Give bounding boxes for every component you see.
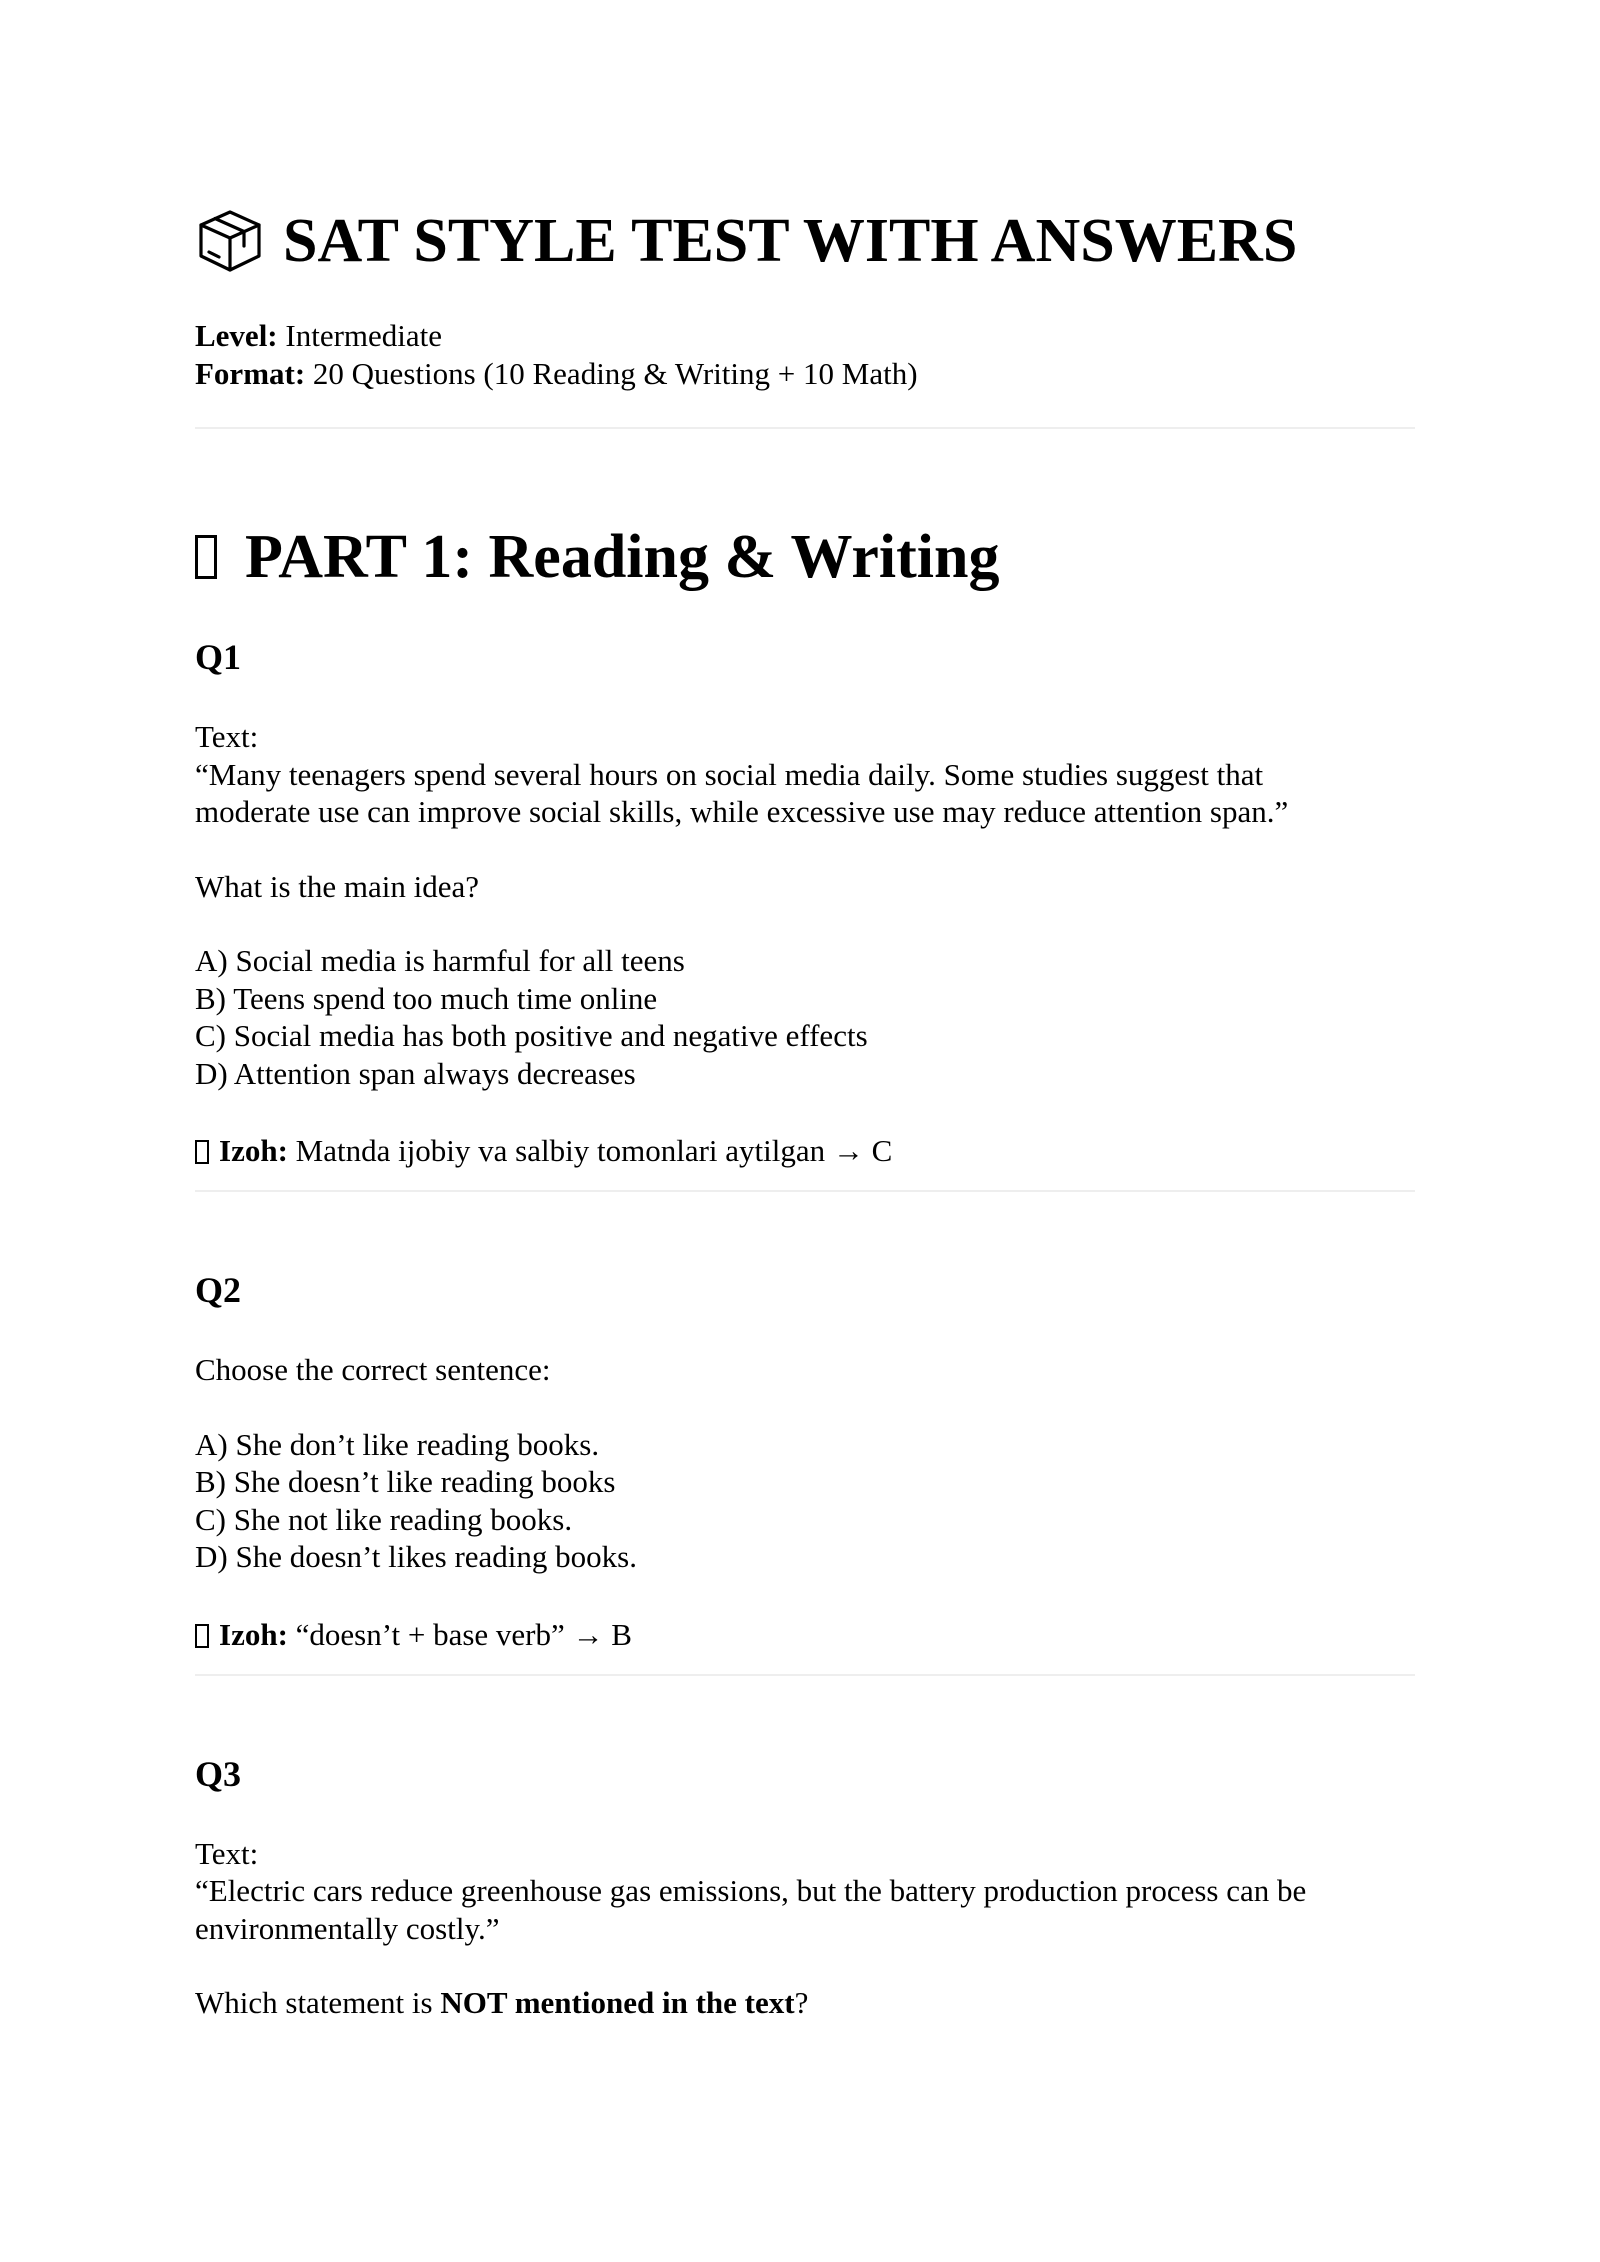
answer-label: Izoh: xyxy=(219,1616,288,1652)
option-b: B) Teens spend too much time online xyxy=(195,980,658,1016)
question-prompt: Choose the correct sentence: xyxy=(195,1352,551,1387)
format-label: Format: xyxy=(195,356,306,391)
option-d: D) She doesn’t likes reading books. xyxy=(195,1539,637,1574)
missing-glyph-icon xyxy=(195,1624,209,1648)
question-prompt: What is the main idea? xyxy=(195,868,480,904)
document-meta xyxy=(195,317,1415,393)
level-line xyxy=(195,317,1415,355)
passage-line: moderate use can improve social skills, while excessive use may reduce attention span.” xyxy=(195,794,1289,829)
answer-explanation xyxy=(195,1616,1415,1654)
level-value: Intermediate xyxy=(285,318,443,353)
document-title xyxy=(195,195,1415,287)
question-number: Q1 xyxy=(195,637,242,677)
passage xyxy=(195,718,1415,831)
passage-label: Text: xyxy=(195,1835,259,1871)
passage-line: “Electric cars reduce greenhouse gas emissions, but the battery production process can be xyxy=(195,1873,1307,1908)
document-title-text: SAT STYLE TEST WITH ANSWERS xyxy=(283,207,1298,275)
option-c: C) Social media has both positive and negative effects xyxy=(195,1018,868,1053)
prompt-emphasis: NOT mentioned in the text xyxy=(440,1985,795,2020)
prompt-end: ? xyxy=(794,1985,809,2020)
question-q1 xyxy=(195,635,1415,1170)
answer-text: Matnda ijobiy va salbiy tomonlari aytilgan → C xyxy=(295,1133,893,1168)
missing-glyph-icon xyxy=(195,535,217,579)
answer-explanation xyxy=(195,1132,1415,1170)
format-line xyxy=(195,355,1415,393)
answer-options xyxy=(195,942,1415,1092)
answer-options xyxy=(195,1426,1415,1576)
passage xyxy=(195,1835,1415,1948)
package-icon xyxy=(195,206,265,276)
divider xyxy=(195,1674,1415,1676)
answer-label: Izoh: xyxy=(219,1133,288,1168)
format-value: 20 Questions (10 Reading & Writing + 10 Math) xyxy=(312,356,918,391)
question-number: Q2 xyxy=(195,1270,242,1310)
question-prompt xyxy=(195,1984,1415,2022)
part-1-title-text: PART 1: Reading & Writing xyxy=(245,523,1000,591)
option-c: C) She not like reading books. xyxy=(195,1501,573,1537)
divider xyxy=(195,1190,1415,1192)
option-b: B) She doesn’t like reading books xyxy=(195,1464,616,1499)
question-number: Q3 xyxy=(195,1753,242,1794)
question-q2 xyxy=(195,1268,1415,1654)
option-a: A) She don’t like reading books. xyxy=(195,1426,600,1462)
option-a: A) Social media is harmful for all teens xyxy=(195,943,685,978)
passage-label: Text: xyxy=(195,719,259,754)
question-q3 xyxy=(195,1752,1415,2022)
divider xyxy=(195,427,1415,429)
prompt-text: Which statement is xyxy=(195,1985,441,2020)
part-1-title xyxy=(195,517,1415,597)
passage-line: “Many teenagers spend several hours on social media daily. Some studies suggest that xyxy=(195,756,1264,792)
level-label: Level: xyxy=(195,318,278,353)
passage-line: environmentally costly.” xyxy=(195,1910,500,1946)
document-page xyxy=(195,195,1415,2022)
answer-text: “doesn’t + base verb” → B xyxy=(295,1616,632,1652)
missing-glyph-icon xyxy=(195,1140,209,1164)
option-d: D) Attention span always decreases xyxy=(195,1055,636,1091)
